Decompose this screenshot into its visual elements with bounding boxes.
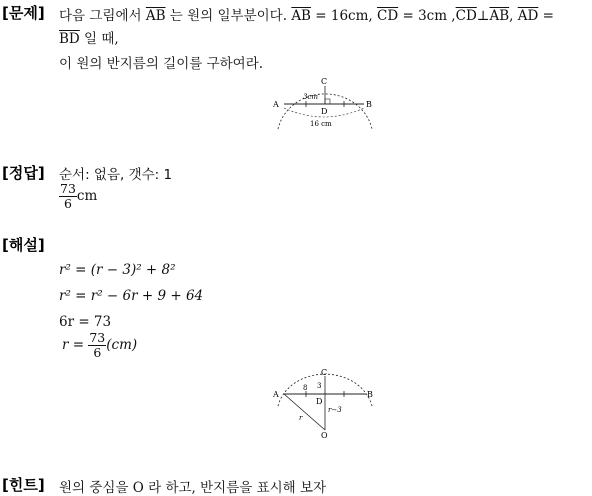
solution-tag: [해설] (2, 236, 45, 254)
label-c: C (321, 77, 328, 86)
label-three: 3 (317, 382, 322, 390)
problem-line-2: $\overline{BD}$ 일 때, (59, 31, 119, 47)
label-a: A (273, 390, 279, 399)
solution-line-4: r = $\frac{73}{6}$ (cm) (62, 330, 138, 360)
solution-fraction: $\frac{73}{6}$ (89, 330, 106, 360)
solution-line-3: 6r = 73 (59, 314, 112, 330)
problem-figure (270, 74, 380, 132)
right-angle-mark (325, 99, 330, 104)
answer-meta: 순서: 없음, 갯수: 1 (59, 167, 173, 183)
problem-tag: [문제] (2, 4, 45, 22)
label-d: D (321, 107, 328, 116)
solution-line-2: r² = r² − 6r + 9 + 64 (59, 288, 204, 304)
label-a: A (273, 100, 279, 109)
hint-tag: [힌트] (2, 476, 45, 494)
label-b: B (366, 100, 372, 109)
label-cd-len: 3cm (303, 93, 319, 101)
arc-ab: $\overline{AB}$ (145, 8, 166, 24)
answer-fraction: $\frac{73}{6}$ (60, 181, 76, 211)
label-r-minus-3: r−3 (328, 406, 342, 414)
label-d: D (316, 397, 323, 406)
problem-line-1: 다음 그림에서 $\overline{AB}$ 는 원의 일부분이다. $\overline{AB} = 16cm$, $\overline{CD} = 3cm$ $,\overline{CD}\perp\overline{AB}$, $\overline{AD}$ = (59, 8, 554, 24)
label-eight: 8 (303, 384, 308, 392)
answer-tag: [정답] (2, 164, 45, 182)
problem-line-3: 이 원의 반지름의 길이를 구하여라. (59, 56, 264, 72)
hint-text: 원의 중심을 O 라 하고, 반지름을 표시해 보자 (59, 480, 327, 496)
label-ab-len: 16 cm (310, 120, 332, 128)
label-r: r (299, 414, 303, 422)
answer-value: $\frac{73}{6}$ cm (60, 181, 98, 211)
label-b: B (367, 390, 373, 399)
label-c: C (321, 368, 328, 377)
solution-figure (270, 366, 380, 442)
solution-line-1: r² = (r − 3)² + 8² (59, 262, 176, 278)
label-o: O (321, 431, 328, 440)
